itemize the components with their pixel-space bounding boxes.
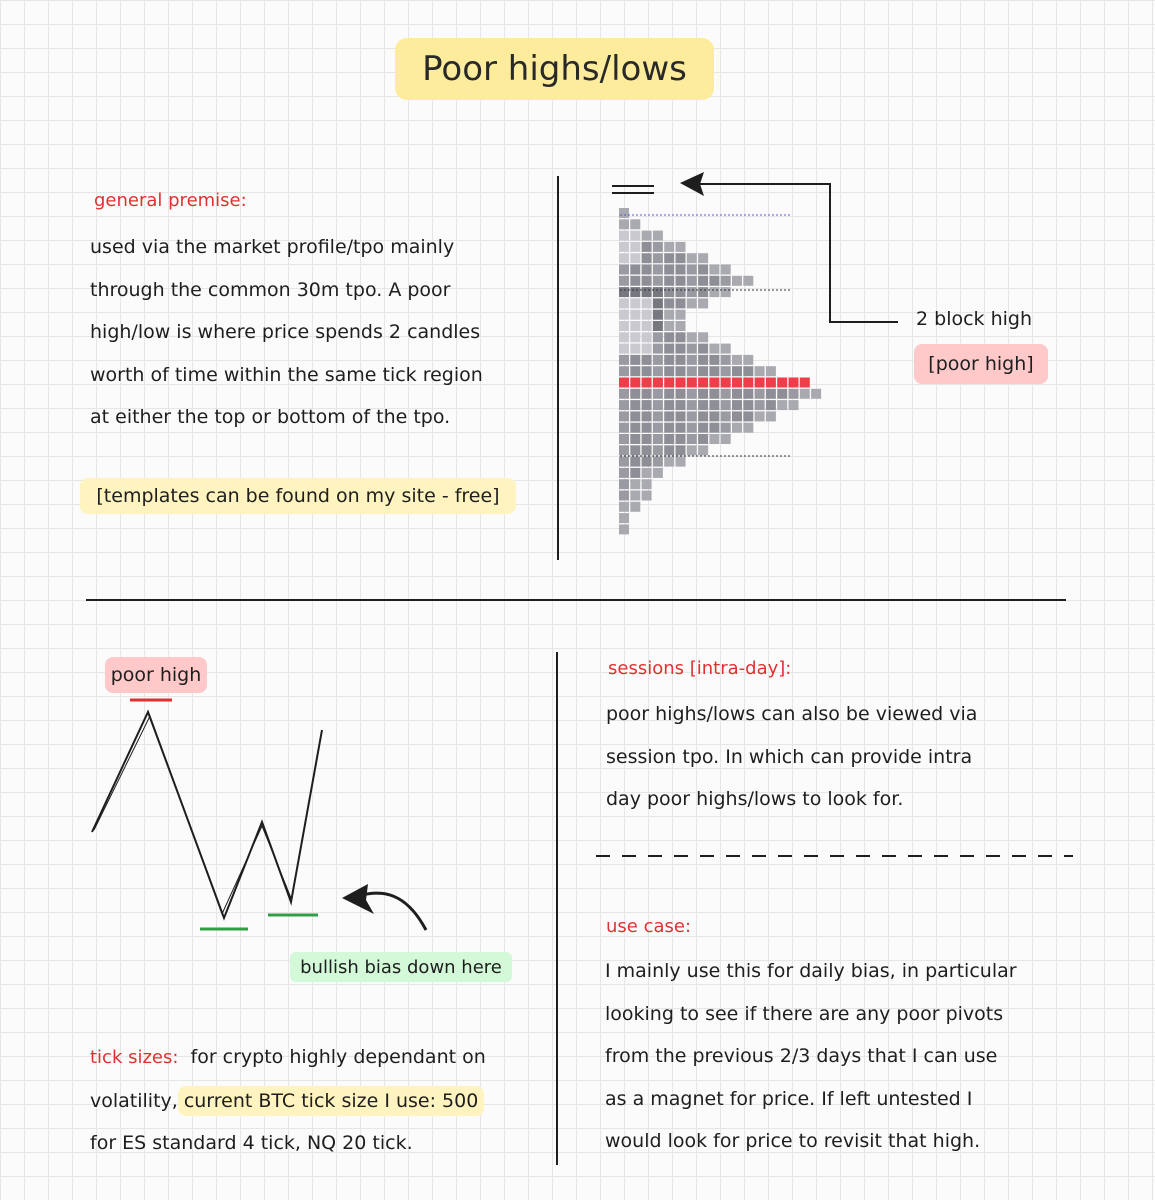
poor-high-label: poor high <box>105 657 207 693</box>
general-line: used via the market profile/tpo mainly <box>90 236 455 258</box>
curved-arrow-head <box>342 884 374 914</box>
use-case-line: looking to see if there are any poor pivots <box>605 1002 1004 1025</box>
price-path-shadow <box>94 716 291 914</box>
use-case-line: as a magnet for price. If left untested I <box>605 1087 973 1110</box>
templates-note: [templates can be found on my site - free] <box>80 478 516 514</box>
price-path <box>92 712 322 918</box>
sessions-text <box>606 693 977 821</box>
tick-line-2 <box>90 1080 486 1123</box>
sessions-line: session tpo. In which can provide intra <box>606 745 973 768</box>
general-line: at either the top or bottom of the tpo. <box>90 406 451 428</box>
annotation-label: 2 block high <box>916 308 1033 330</box>
use-case-text <box>605 950 1017 1163</box>
tick-sizes-text <box>90 1036 486 1165</box>
sessions-line: day poor highs/lows to look for. <box>606 788 904 810</box>
sessions-heading: sessions [intra-day]: <box>608 658 792 679</box>
general-line: through the common 30m tpo. A poor <box>90 278 451 301</box>
use-case-line: I mainly use this for daily bias, in particular <box>605 960 1017 982</box>
bullish-bias-label: bullish bias down here <box>290 952 512 982</box>
use-case-line: from the previous 2/3 days that I can use <box>605 1045 998 1067</box>
page-title: Poor highs/lows <box>395 38 714 100</box>
general-line: high/low is where price spends 2 candles <box>90 321 481 343</box>
use-case-line: would look for price to revisit that high. <box>605 1130 981 1152</box>
btc-tick-highlight: current BTC tick size I use: 500 <box>178 1086 485 1116</box>
poor-high-tag: [poor high] <box>914 344 1048 384</box>
tick-line-1 <box>90 1036 486 1080</box>
tick-sizes-heading: tick sizes: <box>90 1047 179 1068</box>
tick-line-2-start: volatility, <box>90 1089 178 1112</box>
use-case-heading: use case: <box>606 916 692 937</box>
tick-line-3: for ES standard 4 tick, NQ 20 tick. <box>90 1132 413 1154</box>
sessions-line: poor highs/lows can also be viewed via <box>606 703 978 725</box>
tick-line-1-rest: for crypto highly dependant on <box>190 1046 486 1068</box>
general-line: worth of time within the same tick region <box>90 363 483 386</box>
general-premise-heading: general premise: <box>94 190 247 211</box>
